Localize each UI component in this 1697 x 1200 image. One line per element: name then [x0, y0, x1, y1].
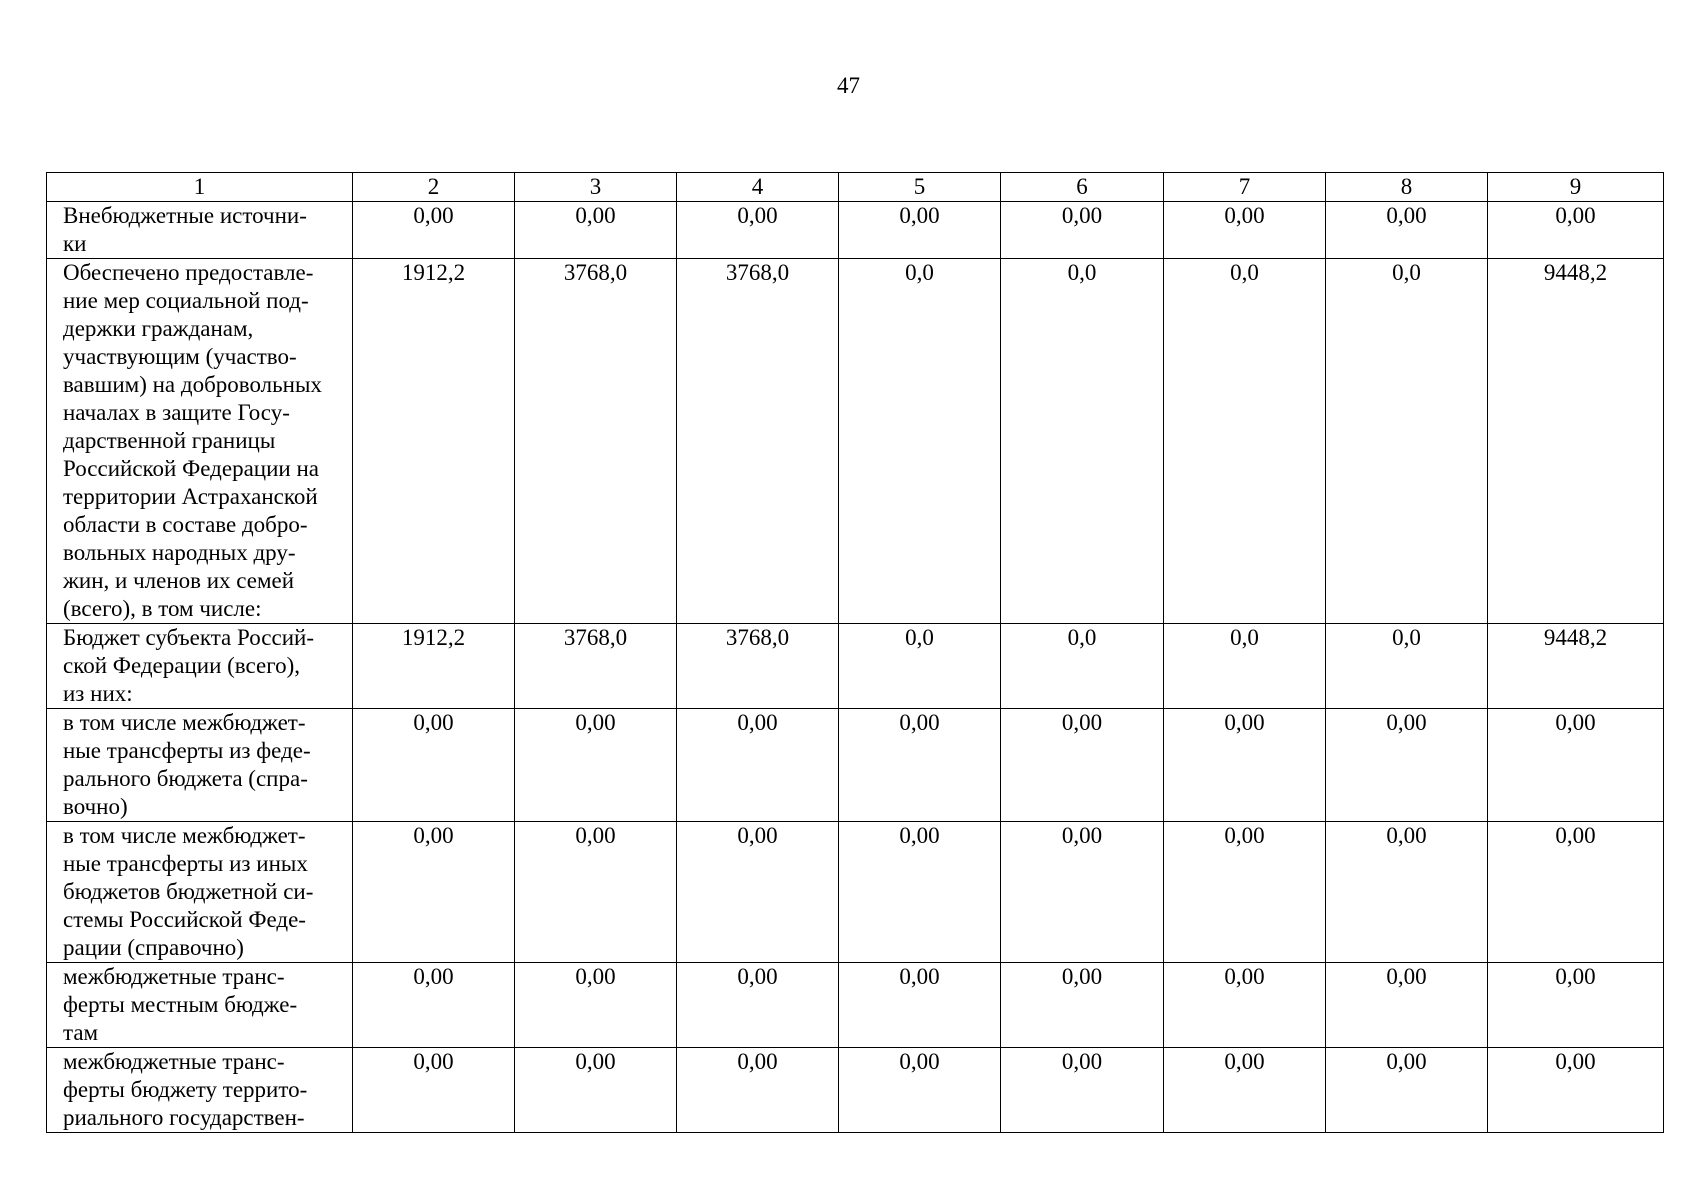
- value-cell: 0,00: [1488, 709, 1664, 822]
- table-row: [47, 202, 1664, 259]
- value-cell: 0,00: [677, 822, 839, 963]
- value-cell: 0,00: [1326, 963, 1488, 1048]
- row-label: Бюджет субъекта Россий- ской Федерации (всего), из них:: [47, 624, 353, 709]
- value-cell: 0,0: [1326, 624, 1488, 709]
- column-header-7: 7: [1164, 173, 1326, 202]
- row-label: межбюджетные транс- ферты местным бюдже- там: [47, 963, 353, 1048]
- column-header-5: 5: [839, 173, 1001, 202]
- column-header-3: 3: [515, 173, 677, 202]
- value-cell: 3768,0: [515, 259, 677, 624]
- value-cell: 0,00: [677, 1048, 839, 1133]
- value-cell: 0,0: [839, 259, 1001, 624]
- value-cell: 0,0: [1164, 259, 1326, 624]
- value-cell: 0,0: [1001, 259, 1164, 624]
- table-body: [47, 202, 1664, 1133]
- budget-table: [46, 172, 1664, 1133]
- value-cell: 0,00: [515, 822, 677, 963]
- value-cell: 0,00: [1326, 202, 1488, 259]
- table-row: [47, 709, 1664, 822]
- value-cell: 0,00: [353, 1048, 515, 1133]
- value-cell: 0,0: [1326, 259, 1488, 624]
- table-row: [47, 822, 1664, 963]
- value-cell: 0,00: [1164, 709, 1326, 822]
- value-cell: 0,0: [1164, 624, 1326, 709]
- value-cell: 0,0: [839, 624, 1001, 709]
- value-cell: 0,00: [353, 709, 515, 822]
- row-label: межбюджетные транс- ферты бюджету террито- риального государствен-: [47, 1048, 353, 1133]
- value-cell: 0,00: [1001, 822, 1164, 963]
- value-cell: 0,00: [839, 202, 1001, 259]
- value-cell: 1912,2: [353, 259, 515, 624]
- column-header-1: 1: [47, 173, 353, 202]
- value-cell: 3768,0: [515, 624, 677, 709]
- value-cell: 0,00: [1488, 1048, 1664, 1133]
- value-cell: 0,00: [677, 963, 839, 1048]
- row-label: в том числе межбюджет- ные трансферты из феде- рального бюджета (спра- вочно): [47, 709, 353, 822]
- value-cell: 0,00: [677, 202, 839, 259]
- value-cell: 0,00: [1001, 1048, 1164, 1133]
- column-header-2: 2: [353, 173, 515, 202]
- value-cell: 0,00: [1001, 709, 1164, 822]
- value-cell: 0,00: [1164, 963, 1326, 1048]
- table-row: [47, 1048, 1664, 1133]
- table-row: [47, 259, 1664, 624]
- value-cell: 0,00: [839, 1048, 1001, 1133]
- column-header-8: 8: [1326, 173, 1488, 202]
- page-number: 47: [837, 73, 860, 98]
- value-cell: 3768,0: [677, 624, 839, 709]
- value-cell: 0,00: [1164, 202, 1326, 259]
- row-label: Обеспечено предоставле- ние мер социальной под- держки гражданам, участвующим (участво- вавшим) на добровольных началах в защите Госу- дарственной границы Российской Федерации на территории Астраханской области в составе добро- вольных народных дру- жин, и членов их семей (всего), в том числе:: [47, 259, 353, 624]
- row-label: Внебюджетные источни- ки: [47, 202, 353, 259]
- value-cell: 0,00: [1488, 202, 1664, 259]
- column-header-4: 4: [677, 173, 839, 202]
- value-cell: 0,00: [1164, 822, 1326, 963]
- value-cell: 0,00: [1164, 1048, 1326, 1133]
- value-cell: 0,00: [353, 822, 515, 963]
- value-cell: 0,00: [1001, 963, 1164, 1048]
- header-row: [47, 173, 1664, 202]
- value-cell: 0,00: [839, 963, 1001, 1048]
- value-cell: 0,00: [515, 963, 677, 1048]
- value-cell: 0,00: [353, 963, 515, 1048]
- value-cell: 1912,2: [353, 624, 515, 709]
- value-cell: 0,00: [353, 202, 515, 259]
- value-cell: 9448,2: [1488, 259, 1664, 624]
- value-cell: 0,00: [839, 822, 1001, 963]
- value-cell: 0,00: [1326, 1048, 1488, 1133]
- table-row: [47, 963, 1664, 1048]
- row-label: в том числе межбюджет- ные трансферты из иных бюджетов бюджетной си- стемы Российской Феде- рации (справочно): [47, 822, 353, 963]
- value-cell: 0,00: [1001, 202, 1164, 259]
- value-cell: 0,00: [1326, 709, 1488, 822]
- value-cell: 0,0: [1001, 624, 1164, 709]
- column-header-9: 9: [1488, 173, 1664, 202]
- value-cell: 0,00: [515, 709, 677, 822]
- value-cell: 0,00: [1326, 822, 1488, 963]
- value-cell: 0,00: [515, 1048, 677, 1133]
- value-cell: 9448,2: [1488, 624, 1664, 709]
- column-header-6: 6: [1001, 173, 1164, 202]
- value-cell: 3768,0: [677, 259, 839, 624]
- table-header: [47, 173, 1664, 202]
- value-cell: 0,00: [839, 709, 1001, 822]
- value-cell: 0,00: [677, 709, 839, 822]
- value-cell: 0,00: [1488, 963, 1664, 1048]
- value-cell: 0,00: [515, 202, 677, 259]
- value-cell: 0,00: [1488, 822, 1664, 963]
- table-row: [47, 624, 1664, 709]
